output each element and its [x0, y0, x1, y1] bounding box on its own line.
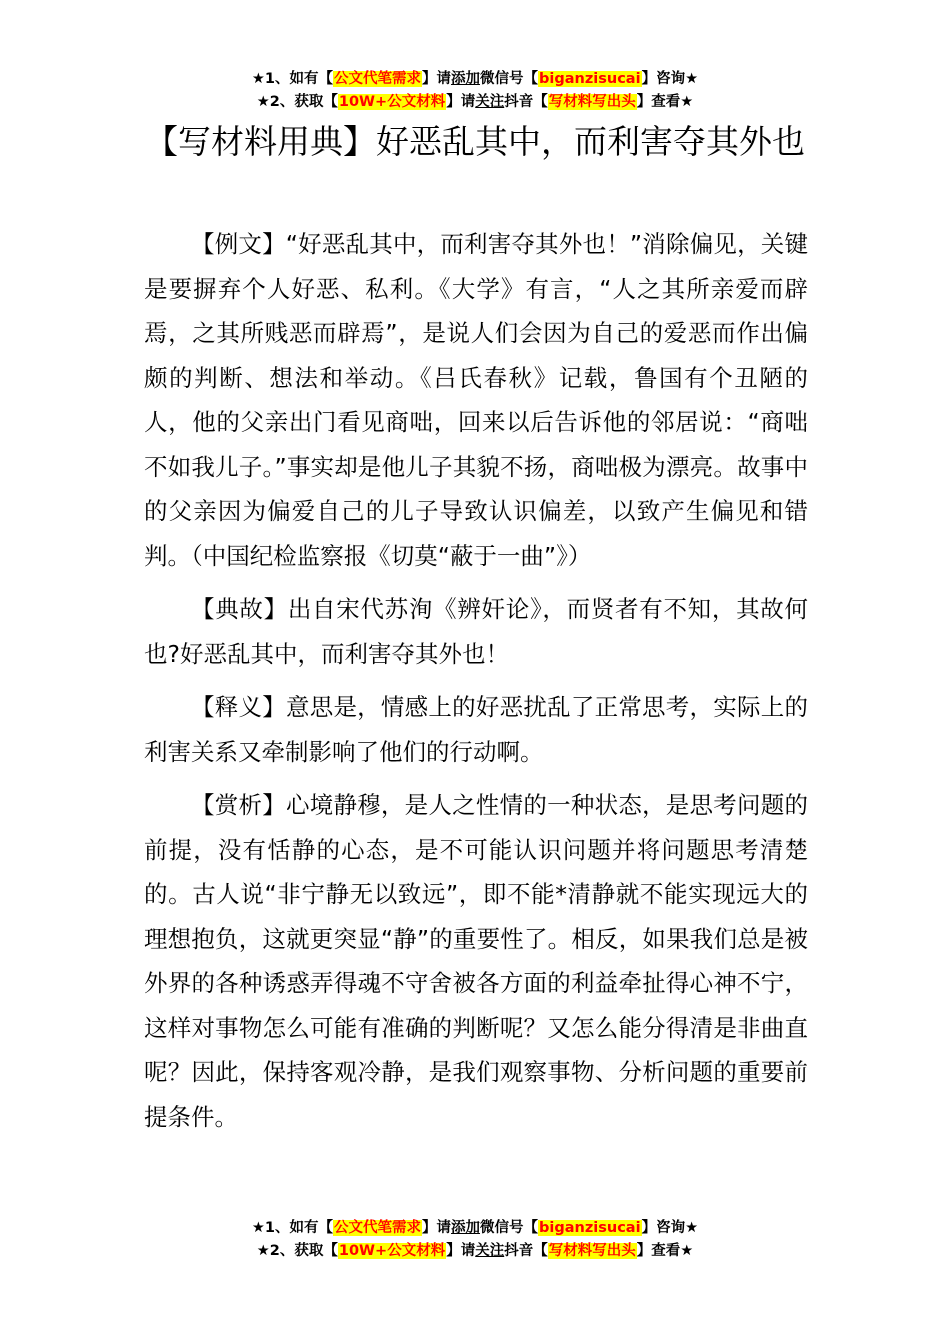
promo-footer — [0, 1217, 950, 1263]
star-icon: ★ — [256, 94, 270, 110]
promo-highlight-wechat-id: biganzisucai — [539, 1220, 641, 1236]
promo-underline: 添加 — [451, 1220, 481, 1236]
promo-highlight-douyin: 写材料写出头 — [548, 1243, 636, 1259]
paragraph-meaning: 【释义】意思是，情感上的好恶扰乱了正常思考，实际上的利害关系又牵制影响了他们的行动啊。 — [144, 693, 808, 766]
promo-text: 微信号【 — [480, 1220, 539, 1236]
star-icon: ★ — [685, 71, 699, 87]
star-icon: ★ — [680, 94, 694, 110]
promo-text: 】请 — [446, 94, 476, 110]
promo-text: 2、获取【 — [269, 94, 338, 110]
promo-text: 2、获取【 — [269, 1243, 338, 1259]
promo-text: 抖音【 — [504, 1243, 548, 1259]
promo-highlight-service: 公文代笔需求 — [334, 71, 422, 87]
promo-text: 】咨询 — [641, 71, 686, 87]
promo-line-2 — [0, 91, 950, 114]
star-icon: ★ — [685, 1220, 699, 1236]
promo-text: 1、如有【 — [264, 1220, 334, 1236]
promo-underline: 添加 — [451, 71, 481, 87]
promo-text: 】请 — [422, 1220, 452, 1236]
promo-text: 】请 — [446, 1243, 476, 1259]
promo-line-1 — [0, 68, 950, 91]
promo-underline: 关注 — [475, 1243, 505, 1259]
promo-highlight-douyin: 写材料写出头 — [548, 94, 636, 110]
promo-highlight-materials: 10W+公文材料 — [338, 94, 446, 110]
promo-text: 】查看 — [636, 94, 681, 110]
promo-line-2 — [0, 1240, 950, 1263]
star-icon: ★ — [251, 71, 265, 87]
promo-text: 】查看 — [636, 1243, 681, 1259]
promo-text: 】请 — [422, 71, 452, 87]
star-icon: ★ — [256, 1243, 270, 1259]
promo-highlight-service: 公文代笔需求 — [334, 1220, 422, 1236]
promo-underline: 关注 — [475, 94, 505, 110]
paragraph-appreciation: 【赏析】心境静穆，是人之性情的一种状态，是思考问题的前提，没有恬静的心态，是不可能认识问题并将问题思考清楚的。古人说“非宁静无以致远”，即不能*清静就不能实现远大的理想抱负，这就更突显“静”的重要性了。相反，如果我们总是被外界的各种诱惑弄得魂不守舍被各方面的利益牵扯得心神不宁，这样对事物怎么可能有准确的判断呢？又怎么能分得清是非曲直呢？因此，保持客观冷静，是我们观察事物、分析问题的重要前提条件。 — [144, 791, 808, 1131]
document-body — [144, 222, 808, 1148]
paragraph-example: 【例文】“好恶乱其中，而利害夺其外也！”消除偏见，关键是要摒弃个人好恶、私利。《大学》有言，“人之其所亲爱而辟焉，之其所贱恶而辟焉”，是说人们会因为自己的爱恶而作出偏颇的判断、想法和举动。《吕氏春秋》记载，鲁国有个丑陋的人，他的父亲出门看见商咄，回来以后告诉他的邻居说：“商咄不如我儿子。”事实却是他儿子其貌不扬，商咄极为漂亮。故事中的父亲因为偏爱自己的儿子导致认识偏差，以致产生偏见和错判。（中国纪检监察报《切莫“蔽于一曲”》） — [144, 230, 808, 570]
promo-text: 1、如有【 — [264, 71, 334, 87]
promo-highlight-wechat-id: biganzisucai — [539, 71, 641, 87]
promo-text: 微信号【 — [480, 71, 539, 87]
star-icon: ★ — [680, 1243, 694, 1259]
promo-header — [0, 68, 950, 114]
promo-text: 】咨询 — [641, 1220, 686, 1236]
page-title: 【写材料用典】好恶乱其中，而利害夺其外也 — [145, 122, 805, 161]
star-icon: ★ — [251, 1220, 265, 1236]
promo-highlight-materials: 10W+公文材料 — [338, 1243, 446, 1259]
promo-line-1 — [0, 1217, 950, 1240]
promo-text: 抖音【 — [504, 94, 548, 110]
paragraph-allusion: 【典故】出自宋代苏洵《辨奸论》，而贤者有不知，其故何也?好恶乱其中，而利害夺其外也！ — [144, 595, 808, 668]
